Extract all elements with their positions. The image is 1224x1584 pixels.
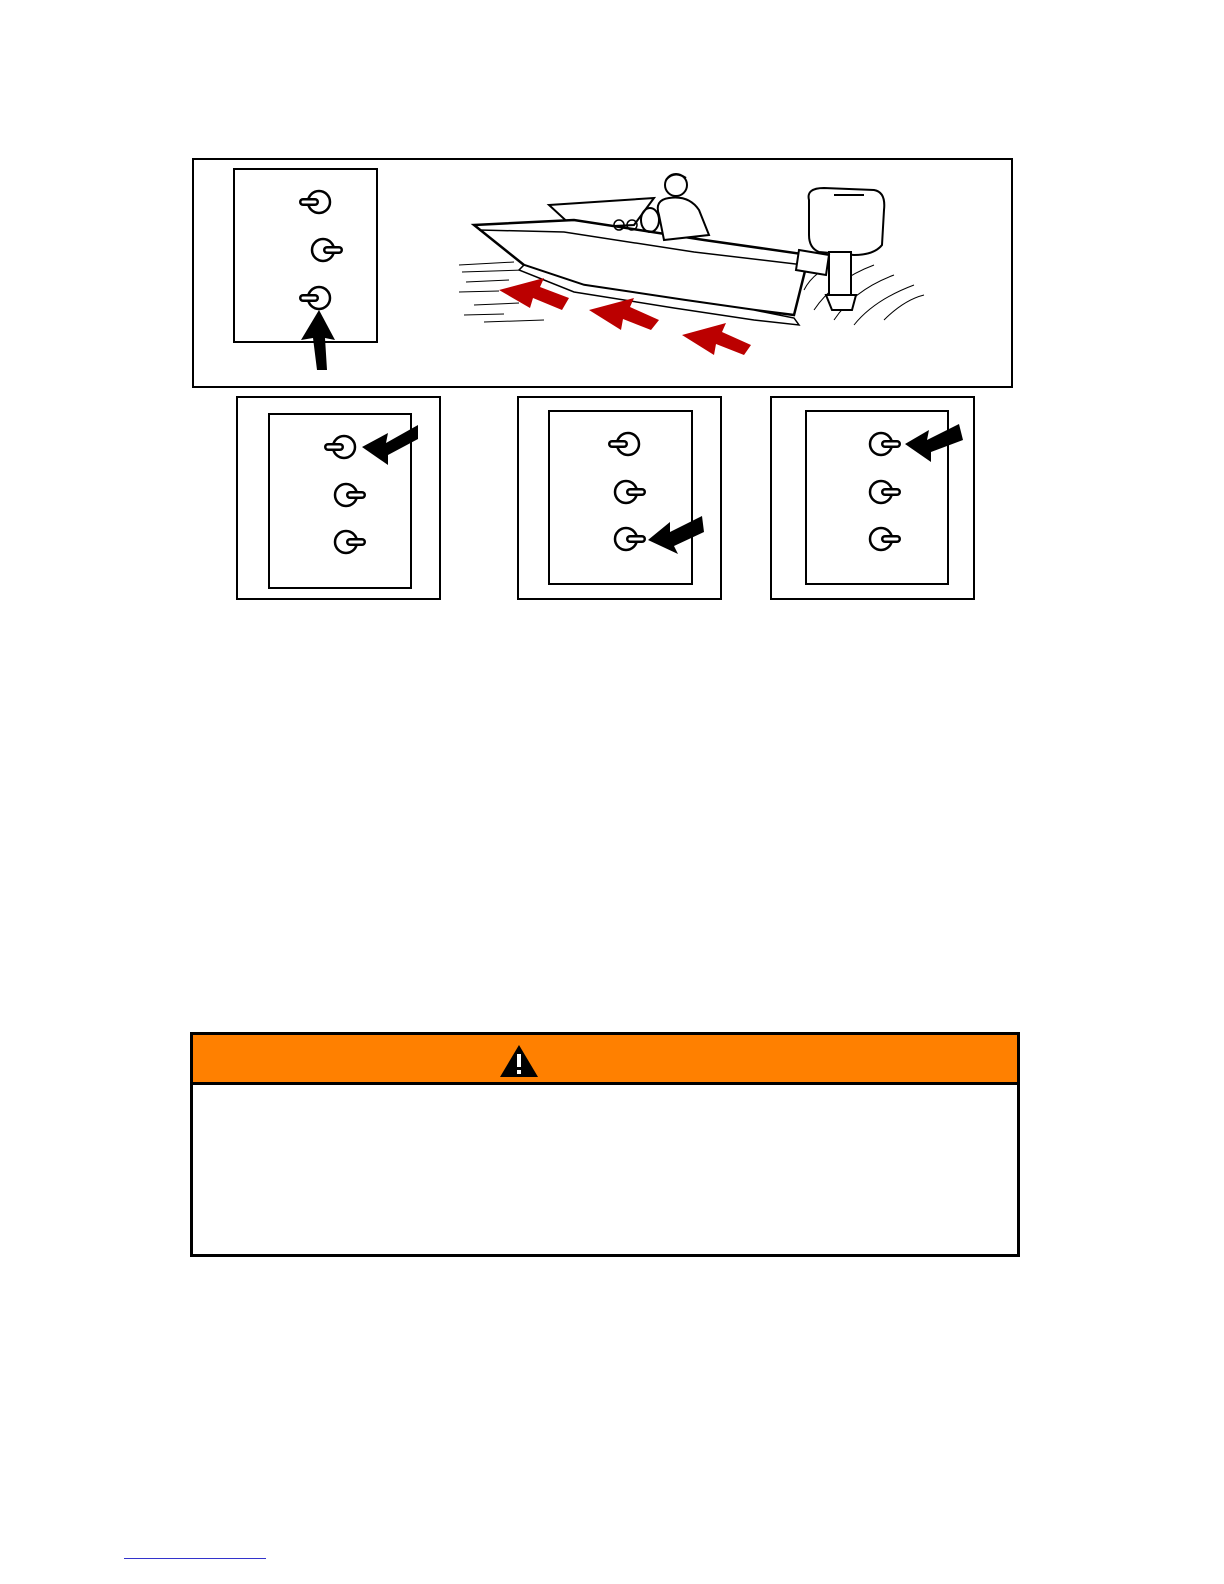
pointer-arrow-icon [301, 310, 335, 370]
pointer-arrow-icon [648, 516, 704, 554]
pointer-arrow-icon [905, 424, 963, 462]
sub-panel-1 [236, 396, 441, 600]
sub-panel-1-lights [270, 415, 414, 591]
warning-box [190, 1032, 1020, 1257]
keyhole-light-icon-3 [335, 531, 362, 553]
indicator-panel [233, 168, 378, 343]
main-figure [192, 158, 1013, 388]
sub-panel-3 [770, 396, 975, 600]
outboard-motor [796, 188, 884, 310]
sub-panel-3-inner [805, 410, 949, 585]
outboard-boat-with-driver-icon [454, 170, 974, 370]
keyhole-light-icon-2 [870, 481, 897, 503]
keyhole-light-icon-3 [303, 287, 330, 309]
keyhole-light-icon-3 [615, 528, 642, 550]
indicator-lights [235, 170, 380, 370]
keyhole-light-icon-3 [870, 528, 897, 550]
keyhole-light-icon-1 [303, 191, 330, 213]
sub-panel-2-inner [548, 410, 693, 585]
keyhole-light-icon-1 [328, 436, 355, 458]
sub-panel-2-lights [550, 412, 695, 587]
keyhole-light-icon-1 [612, 433, 639, 455]
sub-panel-1-inner [268, 413, 412, 589]
keyhole-light-icon-2 [615, 481, 642, 503]
keyhole-light-icon-1 [870, 433, 897, 455]
pointer-arrow-icon [362, 425, 418, 465]
sub-panel-3-lights [807, 412, 951, 587]
warning-triangle-icon [499, 1044, 539, 1078]
keyhole-light-icon-2 [335, 484, 362, 506]
keyhole-light-icon-2 [312, 239, 339, 261]
warning-header [193, 1035, 1017, 1085]
footer-rule [124, 1558, 266, 1559]
sub-panel-2 [517, 396, 722, 600]
driver-figure [641, 174, 709, 240]
warning-body [193, 1085, 1017, 1254]
